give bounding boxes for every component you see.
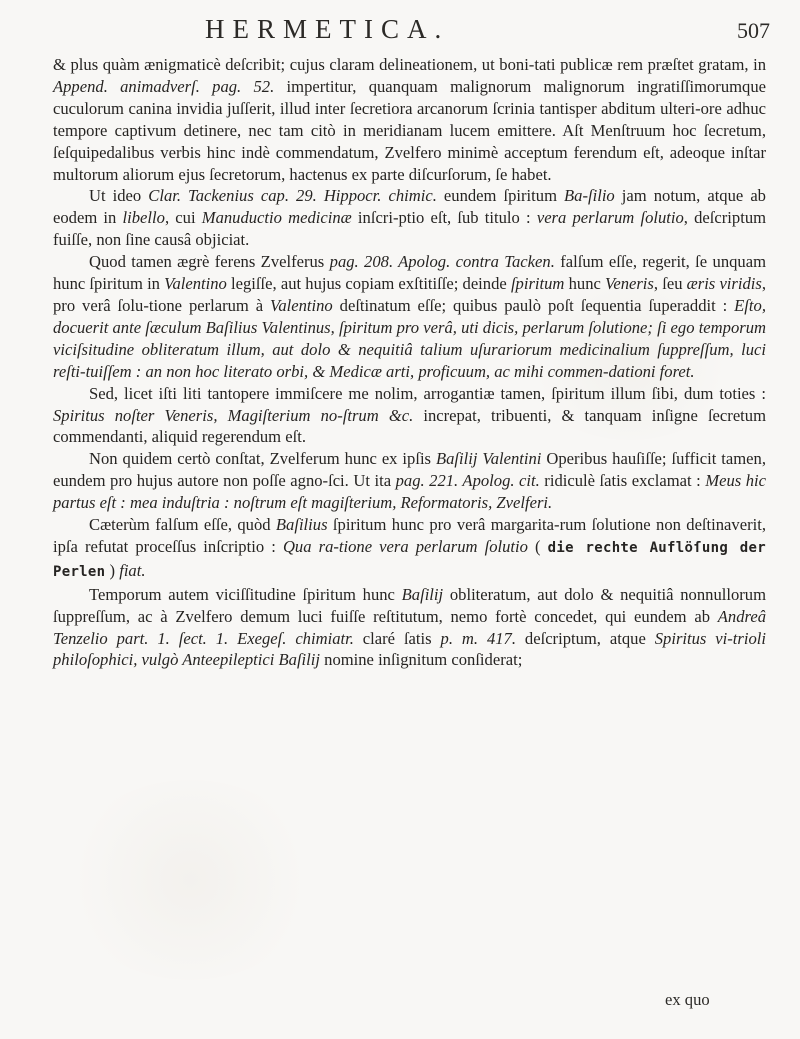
text-run: obliteratum, aut dolo & nequitiâ nonnullorum ſuppreſſum, ac à Zvelfero demum luci fuiſſe reſtitutum, nemo fortè concedet, qui eundem ab [53, 584, 766, 626]
paragraph [53, 185, 766, 251]
italic-text: Andreâ Tenzelio part. 1. ſect. 1. Exegeſ. chimiatr. [53, 606, 766, 648]
text-run: , cui [164, 208, 202, 228]
text-run: deſcriptum, atque [516, 628, 655, 648]
text-run: falſum eſſe, regerit, ſe unquam hunc ſpiritum in [53, 252, 766, 294]
text-run: , deſcriptum fuiſſe, non ſine causâ objiciat. [53, 208, 767, 250]
catchword: ex quo [665, 990, 710, 1009]
text-run: , ſeu [653, 274, 687, 294]
text-run: jam notum, atque ab eodem in [53, 186, 766, 228]
text-run: ( [527, 536, 548, 556]
paper-stain [60, 780, 320, 980]
italic-text: Spiritus vi-trioli philoſophici, vulgò Anteepileptici Baſilij [53, 628, 766, 670]
paragraph [53, 514, 766, 584]
text-run: ridiculè ſatis exclamat : [539, 471, 706, 491]
paragraph [53, 448, 766, 514]
text-run: deſtinatum eſſe; quibus paulò poſt ſequentia ſuperaddit : [332, 295, 735, 315]
italic-text: æris viridis [686, 274, 762, 294]
italic-text: fiat. [119, 560, 146, 580]
paragraph [53, 54, 766, 185]
text-run: & plus quàm ænigmaticè deſcribit; cujus claram delineationem, ut boni-tati publicæ rem præſtet gratam, in [53, 55, 766, 74]
text-run: hunc [564, 274, 606, 294]
paragraph [53, 383, 766, 449]
paragraph [53, 251, 766, 382]
text-run: Quod tamen ægrè ferens Zvelferus [89, 252, 330, 272]
blackletter-text: die rechte Auflöſung der Perlen [53, 539, 766, 580]
italic-text: Meus hic partus eſt : mea induſtria : noſtrum eſt magiſterium, Reformatoris, Zvelferi. [53, 471, 766, 513]
italic-text: Baſilij [401, 584, 444, 604]
text-run: Cæterùm falſum eſſe, quòd [89, 515, 276, 535]
italic-text: Spiritus noſter Veneris, Magiſterium no-ſtrum &c. [53, 405, 414, 425]
italic-text: Qua ra-tione vera perlarum ſolutio [282, 536, 528, 556]
italic-text: Valentino [270, 295, 333, 315]
body-text [53, 54, 766, 671]
text-run: Temporum autem viciſſitudine ſpiritum hunc [89, 584, 402, 604]
text-run: claré ſatis [353, 628, 441, 648]
italic-text: Baſilij Valentini [435, 449, 542, 469]
text-run: inſcri-ptio eſt, ſub titulo : [351, 208, 537, 228]
text-run: eundem ſpiritum [436, 186, 565, 206]
italic-text: Baſilius [275, 515, 328, 535]
italic-text: Valentino [164, 274, 227, 294]
italic-text: p. m. 417. [440, 628, 516, 648]
italic-text: Append. animadverſ. pag. 52. [53, 76, 275, 96]
text-run: Operibus hauſiſſe; ſufficit tamen, eundem pro hujus autore non poſſe agno-ſci. Ut ita [53, 449, 766, 491]
running-head [0, 8, 800, 48]
text-run: Ut ideo [89, 186, 149, 206]
text-run: increpat, tribuenti, & tanquam inſigne ſecretum commendanti, aliquid regerendum eſt. [53, 405, 766, 447]
italic-text: Ba-ſilio [564, 186, 615, 206]
text-run: Sed, licet iſti liti tantopere immiſcere me nolim, arrogantiæ tamen, ſpiritum illum ſibi, dum toties : [89, 383, 766, 403]
text-run: ) [105, 560, 120, 580]
italic-text: libello [122, 208, 165, 228]
italic-text: Veneris [605, 274, 654, 294]
text-run: legiſſe, aut hujus copiam exſtitiſſe; deinde [226, 274, 511, 294]
text-run: nomine inſignitum conſiderat; [320, 650, 523, 670]
italic-text: Clar. Tackenius cap. 29. Hippocr. chimic. [148, 186, 437, 206]
text-run: ſpiritum hunc pro verâ margarita-rum ſolutione non deſtinaverit, ipſa refutat proceſſus inſcriptio : [53, 515, 766, 556]
italic-text: pag. 221. Apolog. cit. [395, 471, 540, 491]
running-title: HERMETICA. [205, 14, 450, 44]
italic-text: ſpiritum [510, 274, 565, 294]
paragraph [53, 584, 766, 672]
page-number: 507 [737, 18, 770, 43]
italic-text: Manuductio medicinæ [201, 208, 352, 228]
text-run: impertitur, quanquam malignorum malignorum ingratiſſimorumque cuculorum canina invidia juſſerit, illud inter ſecretiora arcanorum ſcrinia tantisper abditum ulteri-ore adhuc tempore captivum detinere, nec tam citò in meridianam lucem emittere. Aſt Menſtruum hoc ſecretum, ſeſquipedalibus verbis hinc indè commendatum, Zvelfero minimè acceptum ferendum eſt, adeoque inſtar multorum aliorum ejus ſecretorum, hactenus ex parte diſcurſorum, ſe habet. [53, 76, 766, 184]
text-run: , pro verâ ſolu-tione perlarum à [53, 274, 767, 315]
italic-text: Eſto, docuerit ante ſæculum Baſilius Valentinus, ſpiritum pro verâ, uti dicis, perlarum ſolutione; ſi ego temporum viciſsitudine obliteratum illum, aut dolo & nequitiâ talium uſurariorum medicinalium ſuppreſſum, luci reſti-tuiſſem : an non hoc literato orbi, & Medicæ arti, proficuum, ac mihi commen-dationi foret. [53, 295, 766, 381]
italic-text: pag. 208. Apolog. contra Tacken. [329, 252, 555, 272]
text-run: Non quidem certò conſtat, Zvelferum hunc ex ipſis [89, 449, 436, 469]
italic-text: vera perlarum ſolutio [536, 208, 684, 228]
